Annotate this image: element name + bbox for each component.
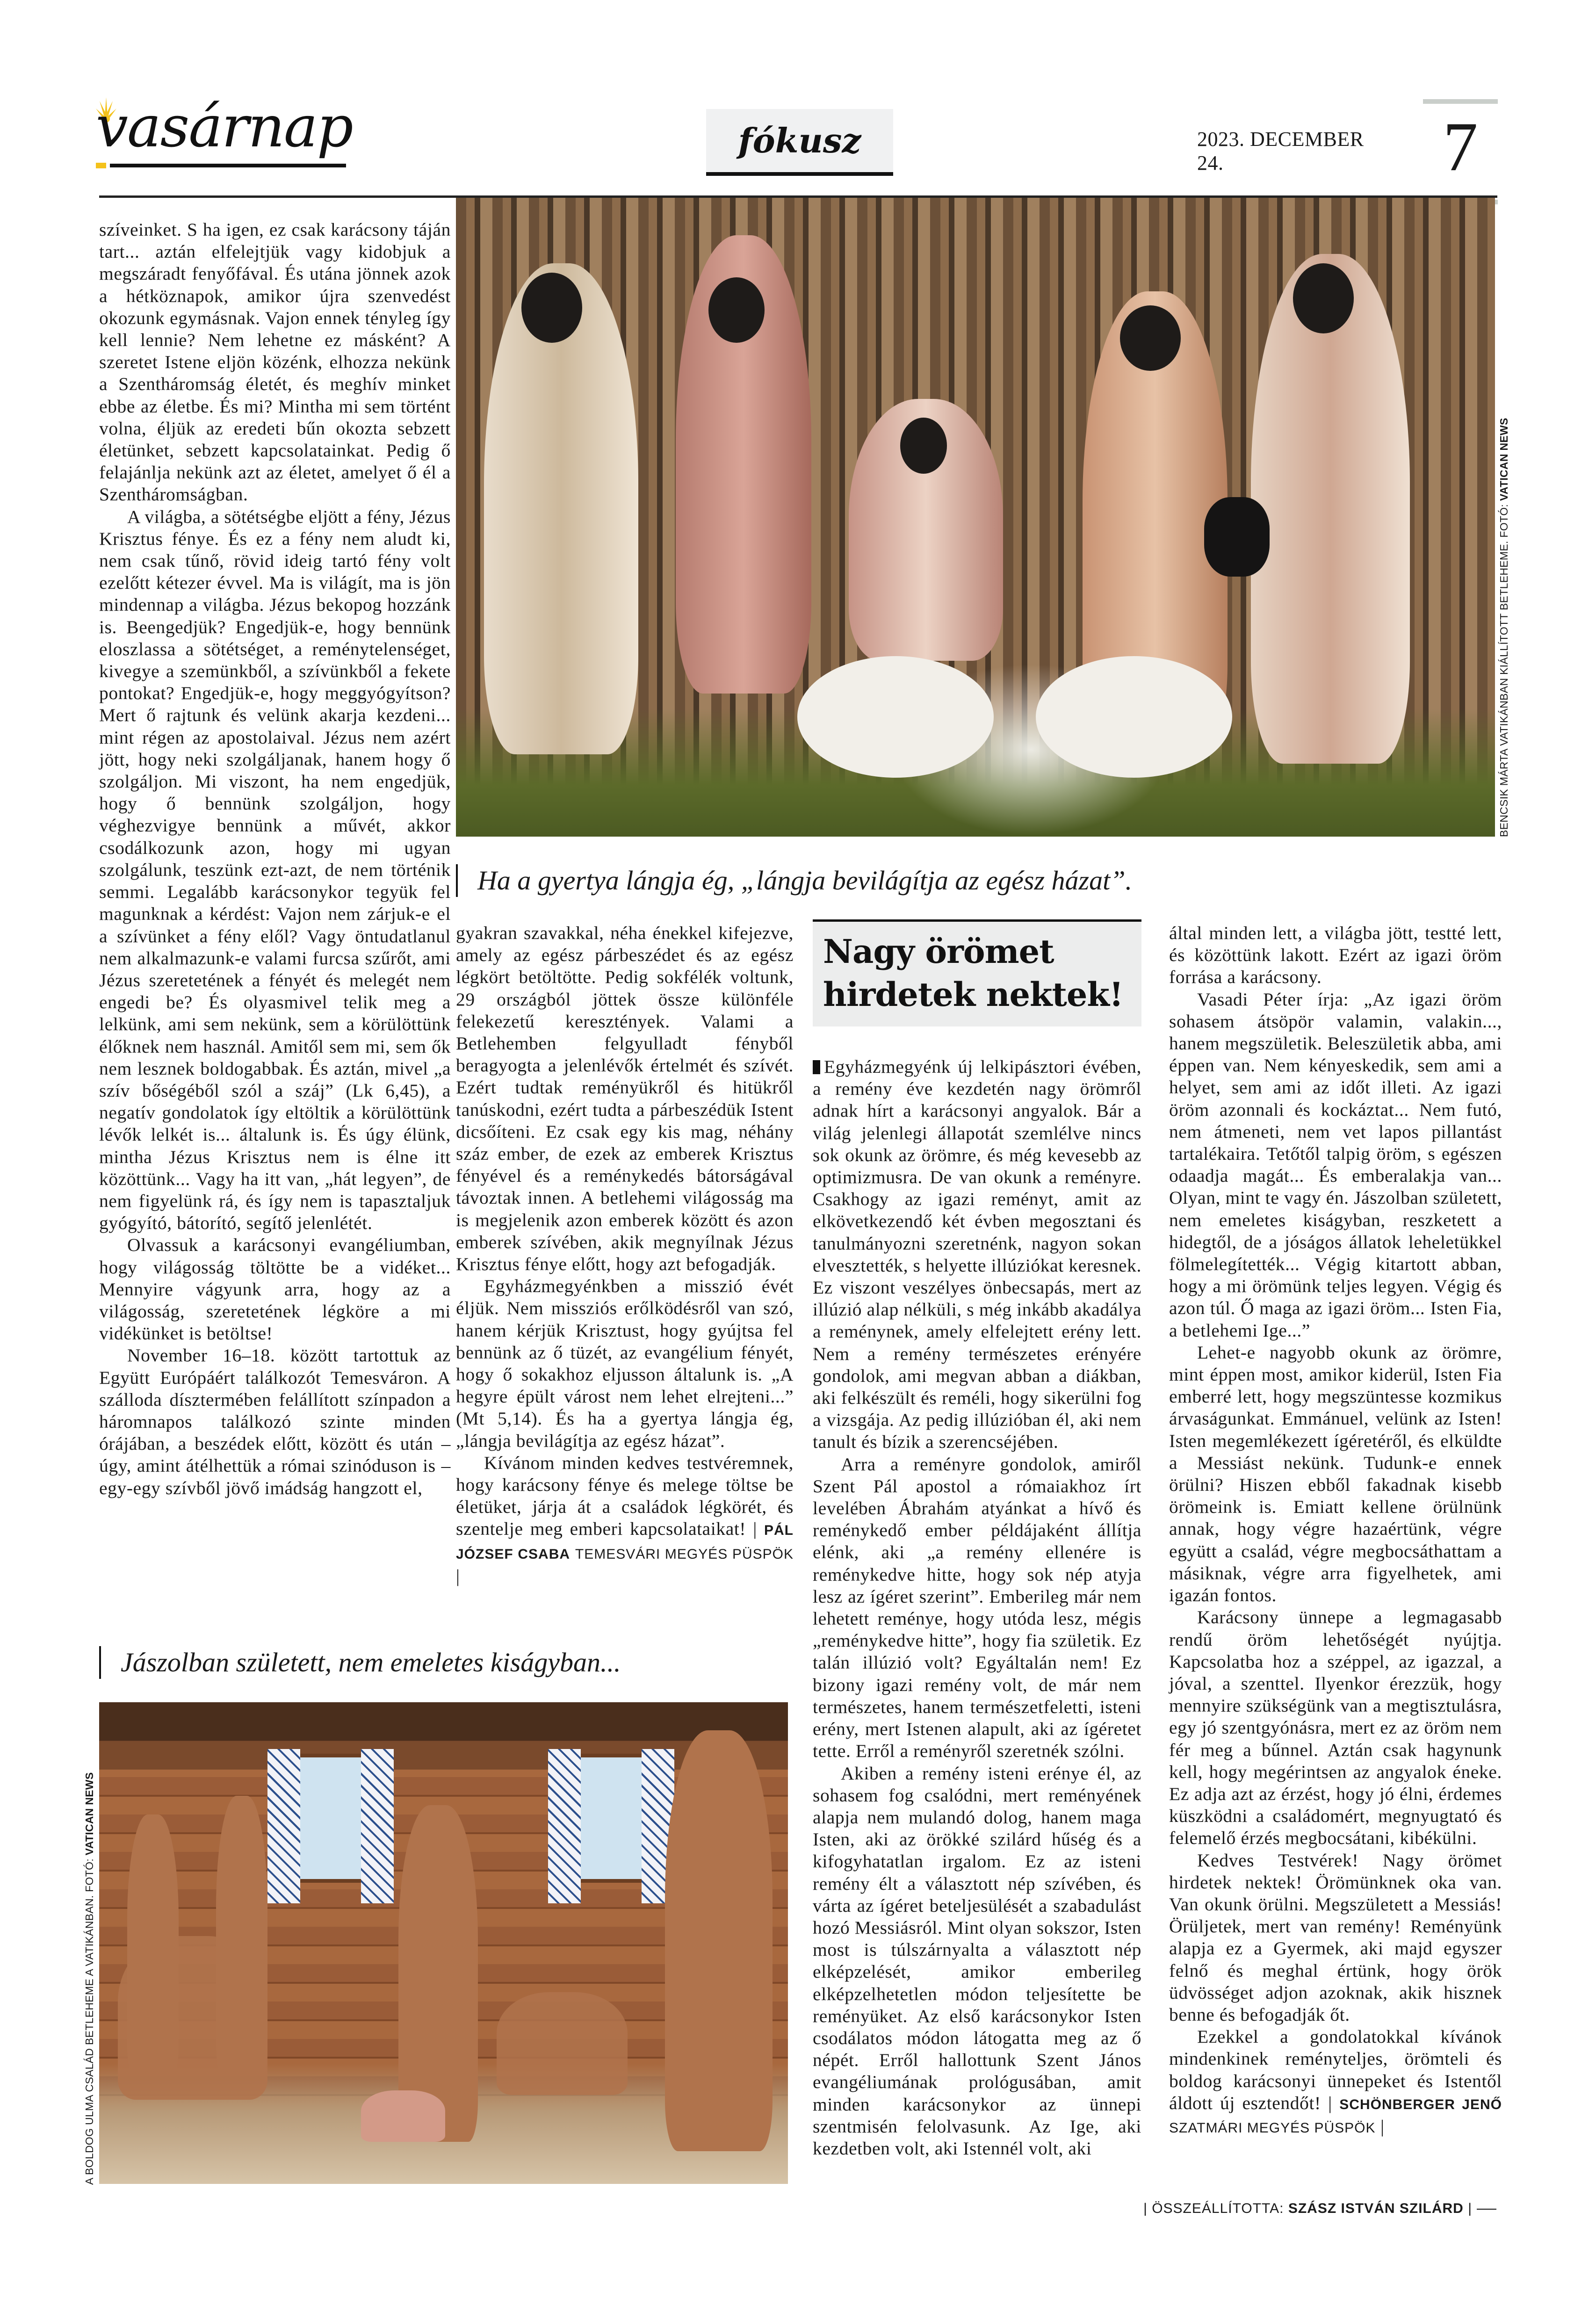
article2-headline xyxy=(813,919,1141,1026)
compiled-by-footer: | ÖSSZEÁLLÍTOTTA: SZÁSZ ISTVÁN SZILÁRD | xyxy=(1143,2201,1496,2217)
paragraph: Kívánom minden kedves testvéremnek, hogy karácsony fénye és melege töltse be életüket, járja át a családok légkörét, és szentelje meg emberi kapcsolataikat! | PÁL JÓZSEF CSABA TEMESVÁRI MEGYÉS PÜSPÖK | xyxy=(456,1452,794,1586)
top-photo-caption: Ha a gyertya lángja ég, „lángja bevilágítja az egész házat”. xyxy=(456,864,1132,897)
lead-square-icon xyxy=(813,1060,820,1074)
newspaper-logo xyxy=(96,94,353,168)
article2-column-1 xyxy=(813,1056,1141,2160)
author-name: PÁL JÓZSEF CSABA xyxy=(456,1523,794,1562)
author-title: TEMESVÁRI MEGYÉS PÜSPÖK xyxy=(575,1546,794,1562)
paragraph: által minden lett, a világba jött, testté lett, és közöttünk lakott. Ezért az igazi öröm forrása a karácsony. xyxy=(1169,923,1502,988)
paragraph: Egyházmegyénkben a misszió évét éljük. Nem missziós erőlködésről van szó, hanem kérjük Krisztust, hogy gyújtsa fel bennünk az ő tüzét, az evangélium fényét, hogy ő sokakhoz eljusson általunk is. „A hegyre épült várost nem lehet elrejteni...” (Mt 5,14). És ha a gyertya lángja ég, „lángja bevilágítja az egész házat”. xyxy=(456,1276,794,1451)
author-title: SZATMÁRI MEGYÉS PÜSPÖK xyxy=(1169,2120,1376,2136)
paragraph-text: Egyházmegyénk új lelkipásztori évében, a remény éve kezdetén nagy örömről adnak hírt a karácsonyi angyalok. Bár a világ jelenlegi állapotát szemlélve nincs sok okunk az örömre, és még kevesebb az optimizmusra. De van okunk a reményre. Csakhogy az igazi reményt, amit az elkövetkezendő két évben megosztani és tanulmányozni szeretnénk, nagyon sokan elvesztették, s helyette illúziókat keresnek. Ez viszont veszélyes önbecsapás, mert az illúzió alap nélküli, s még inkább akadálya a reménynek, amely elfelejtett erény lett. Nem a remény természetes erényére gondolok, ami megvan abban a diákban, aki felkészült és reméli, hogy sikerülni fog a vizsgája. Az pedig illúzióban él, aki nem tanult és bízik a szerencséjében. xyxy=(813,1056,1141,1453)
nativity-photo-corn-husk xyxy=(456,198,1495,837)
section-title: fókusz xyxy=(738,121,861,160)
footer-rule xyxy=(1477,2209,1496,2210)
headline-line-1: Nagy örömet xyxy=(823,932,1054,971)
logo-text: vasárnap xyxy=(96,94,353,160)
page-number-text: 7 xyxy=(1443,108,1478,186)
article1-column-1 xyxy=(99,219,451,1499)
paragraph: Ezekkel a gondolatokkal kívánok mindenkinek reményteljes, örömteli és boldog karácsonyi ünnepeket és Istentől áldott új esztendőt! | SCHÖNBERGER JENŐ SZATMÁRI MEGYÉS PÜSPÖK | xyxy=(1169,2026,1502,2137)
section-label xyxy=(706,109,893,176)
bottom-photo-credit-source: VATICAN NEWS xyxy=(83,1772,95,1856)
article2-column-2 xyxy=(1169,922,1502,2139)
bottom-photo-credit-text: A BOLDOG ULMA CSALÁD BETLEHEME A VATIKÁNBAN. FOTÓ: xyxy=(83,1855,95,2185)
paragraph-text: Ezekkel a gondolatokkal kívánok mindenkinek reményteljes, örömteli és boldog karácsonyi ünnepeket és Istentől áldott új esztendőt! xyxy=(1169,2026,1502,2113)
paragraph: Vasadi Péter írja: „Az igazi öröm sohasem átsöpör valamin, valakin..., hanem megszületik. Beleszületik abba, ami éppen van. Nem kényeskedik, sem ami a helyet, sem ami az időt illeti. Az igazi öröm azonnali és kockáztat... Nem futó, nem átmeneti, nem vet lapos pillantást tartalékaira. Tetőtől talpig öröm, s egészen odaadja magát... És emberalakja van... Olyan, mint te vagy én. Jászolban született, nem emeletes kiságyban, reszketett a hidegtől, de a jóságos állatok leheletükkel fölmelegítették... Végig kitartott abban, hogy a mi örömünk teljes legyen. Végig és azon túl. Ő maga az igazi öröm... Isten Fia, a betlehemi Ige...” xyxy=(1169,989,1502,1341)
paragraph: Kedves Testvérek! Nagy örömet hirdetek nektek! Örömünknek oka van. Van okunk örülni. Megszületett a Messiás! Örüljetek, mert van remény! Reményünk alapja ez a Gyermek, aki majd egyszer felnő és meghal értünk, hogy örök üdvösséget adjon azoknak, akik hisznek benne és befogadják őt. xyxy=(1169,1850,1502,2025)
issue-date: 2023. DECEMBER 24. xyxy=(1197,128,1364,174)
paragraph: szíveinket. S ha igen, ez csak karácsony táján tart... aztán elfelejtjük vagy kidobjuk a megszáradt fenyőfával. És utána jönnek azok a hétköznapok, amikor újra szenvedést okozunk egymásnak. Vajon ennek tényleg így kell lennie? Nem lehetne ez másként? A szeretet Istene eljön közénk, elhozza nekünk a Szentháromság életét, és meghív minket ebbe az életbe. És mi? Mintha mi sem történt volna, éljük az eredeti bűn okozta sebzett életünket, sebzett kapcsolatainkat. Pedig ő felajánlja nekünk azt az életet, amelyet ő él a Szentháromságban. xyxy=(99,219,451,505)
paragraph xyxy=(813,1056,1141,1453)
paragraph: Lehet-e nagyobb okunk az örömre, mint éppen most, amikor kiderül, Isten Fia emberré lett, hogy megszüntesse kozmikus árvaságunkat. Emmánuel, velünk az Isten! Isten megemlékezett ígéretéről, és elküldte a Messiást nekünk. Tudunk-e ennek örülni? Hiszen ebből fakadnak kisebb örömeink is. Emiatt kellene örülnünk annak, hogy végre hazaértünk, végre együtt a család, végre megbocsáthattam a másiknak, végre arra figyelhetek, ami igazán fontos. xyxy=(1169,1342,1502,1606)
paragraph: Karácsony ünnepe a legmagasabb rendű öröm lehetőségét nyújtja. Kapcsolatba hoz a széppel, az igazzal, a jóval, a szenttel. Ilyenkor érezzük, hogy mennyire szükségünk van a megtisztulásra, egy jó szentgyónásra, mert ez az öröm nem fér meg a bűnnel. Aztán csak hagynunk kell, hogy megérintsen az angyalok éneke. Ez adja azt az érzést, hogy jó élni, érdemes küszködni a családomért, megnyugtató és felemelő érzés megbocsátani, kibékülni. xyxy=(1169,1607,1502,1849)
logo-accent-square xyxy=(96,163,106,168)
nativity-photo-wooden xyxy=(99,1702,788,2184)
footer-name: SZÁSZ ISTVÁN SZILÁRD xyxy=(1288,2201,1464,2216)
article1-column-2 xyxy=(456,922,794,1587)
paragraph-text: Kívánom minden kedves testvéremnek, hogy karácsony fénye és melege töltse be életüket, járja át a családok légkörét, és szentelje meg emberi kapcsolataikat! xyxy=(456,1452,794,1539)
headline-line-2: hirdetek nektek! xyxy=(823,975,1123,1014)
paragraph: gyakran szavakkal, néha énekkel kifejezve, amely az egész párbeszédet és az egész légkört betöltötte. Pedig sokfélék voltunk, 29 országból jöttek össze különféle felekezetű keresztények. Valami a Betlehemben felgyulladt fényből beragyogta a jelenlévők értelmét és szívét. Ezért tudtak reményükről és hitükről tanúskodni, ezért tudta a párbeszédük Istent dicsőíteni. Ez csak egy kis mag, néhány száz ember, de ezek az emberek Krisztus fényével és a reménykedés bátorságával távoztak innen. A betlehemi világosság ma is megjelenik azon emberek között és azon emberek szívében, akik megnyílnak Jézus Krisztus fénye előtt, hogy azt befogadják. xyxy=(456,923,794,1275)
bottom-photo-caption: Jászolban született, nem emeletes kiságyban... xyxy=(99,1646,621,1679)
bottom-photo-credit xyxy=(83,1772,96,2185)
page-number xyxy=(1423,99,1498,204)
logo-underline xyxy=(110,164,346,167)
paragraph: Arra a reményre gondolok, amiről Szent Pál apostol a rómaiakhoz írt levelében Ábrahám atyánkat a hívő és reménykedő ember példájaként állítja elénk, aki „a remény ellenére is reménykedve hitte, hogy sok nép atyja lesz az ígéret szerint”. Emberileg már nem lehetett reménye, hogy utóda lesz, mégis „reménykedve hitte”, hogy fia születik. Ez talán illúzió volt? Egyáltalán nem! Ez bizony igazi remény volt, de már nem természetes, hanem természetfeletti, isteni erény, mert Istenen alapult, aki az ígéretet tette. Erről a reményről szeretnék szólni. xyxy=(813,1453,1141,1762)
top-photo-credit-source: VATICAN NEWS xyxy=(1498,418,1510,501)
paragraph: November 16–18. között tartottuk az Együtt Európáért találkozót Temesváron. A szálloda dísztermében felállított színpadon a háromnapos találkozó szinte minden órájában, a beszédek előtt, között és után – úgy, amint átélhettük a római szinóduson is – egy-egy szívből jövő imádság hangzott el, xyxy=(99,1345,451,1498)
top-photo-credit-text: BENCSIK MÁRTA VATIKÁNBAN KIÁLLÍTOTT BETLEHEME. FOTÓ: xyxy=(1498,501,1510,837)
author-name: SCHÖNBERGER JENŐ xyxy=(1339,2096,1502,2112)
paragraph: Olvassuk a karácsonyi evangéliumban, hogy világosság töltötte be a vidéket... Mennyire vágyunk arra, hogy az a világosság, szeretetének légköre a mi vidékünket is betöltse! xyxy=(99,1235,451,1344)
article2-headline-wrap xyxy=(813,919,1141,1060)
footer-label: ÖSSZEÁLLÍTOTTA: xyxy=(1152,2201,1284,2216)
paragraph: Akiben a remény isteni erénye él, az sohasem fog csalódni, mert reményének alapja nem mulandó dolog, hanem maga Isten, aki az örökké szilárd hűség és a kifogyhatatlan irgalom. Ez az isteni remény élt a választott nép szívében, és várta az ígéret beteljesülését a szabadulást hozó Messiásról. Mint olyan sokszor, Isten most is túlszárnyalta a választott nép elképzelését, amikor emberileg elképzelhetetlen módon teljesítette be reményüket. Az első karácsonykor Isten csodálatos módon látogatta meg az ő népét. Erről hallottunk Szent János evangéliumának prológusában, amit minden karácsonykor az ünnepi szentmisén felolvasunk. Az Ige, aki kezdetben volt, aki Istennél volt, aki xyxy=(813,1763,1141,2159)
paragraph: A világba, a sötétségbe eljött a fény, Jézus Krisztus fénye. És ez a fény nem aludt ki, nem csak tűnő, rövid ideig tartó fény volt ezelőtt kétezer évvel. Ma is világít, ma is jön mindennap a világba. Jézus bekopog hozzánk is. Beengedjük? Engedjük-e, hogy bennünk eloszlassa a sötétséget, a reménytelenséget, kivegye a szemünkből, a szívünkből a fekete pontokat? Engedjük-e, hogy meggyógyítson? Mert ő rajtunk és velünk akarja kezdeni... mint régen az apostolaival. Jézus nem azért jött, hogy neki szolgáljanak, hanem hogy ő szolgáljon. Mi viszont, ha nem engedjük, hogy ő bennünk szolgáljon, hogy véghezvigye bennünk a művét, akkor csodálkozunk azon, hogy mi ugyan szolgálunk, teszünk ezt-azt, de nem történik semmi. Legalább karácsonykor tegyük fel magunknak a kérdést: Vajon nem zárjuk-e el a szívünket a fény elől? Vagy öntudatlanul nem alkalmazunk-e valami furcsa szűrőt, ami Jézus szeretetének a fényét és melegét nem engedi be? És olyasmivel telik meg a lelkünk, ami sem nekünk, sem a körülöttünk élőknek nem használ. Amitől sem mi, sem ők nem lesznek boldogabbak. És aztán, mivel „a szív bőségéből szól a száj” (Lk 6,45), a negatív gondolatok így eltöltik a körülöttünk lévők lelkét is... általunk is. És úgy élünk, mintha Jézus Krisztus nem is élne itt közöttünk... Vagy ha itt van, „hát legyen”, de nem figyelünk rá, és így nem is tapasztaljuk gyógyító, bátorító, segítő jelenlétét. xyxy=(99,506,451,1234)
top-photo-credit xyxy=(1498,418,1510,837)
